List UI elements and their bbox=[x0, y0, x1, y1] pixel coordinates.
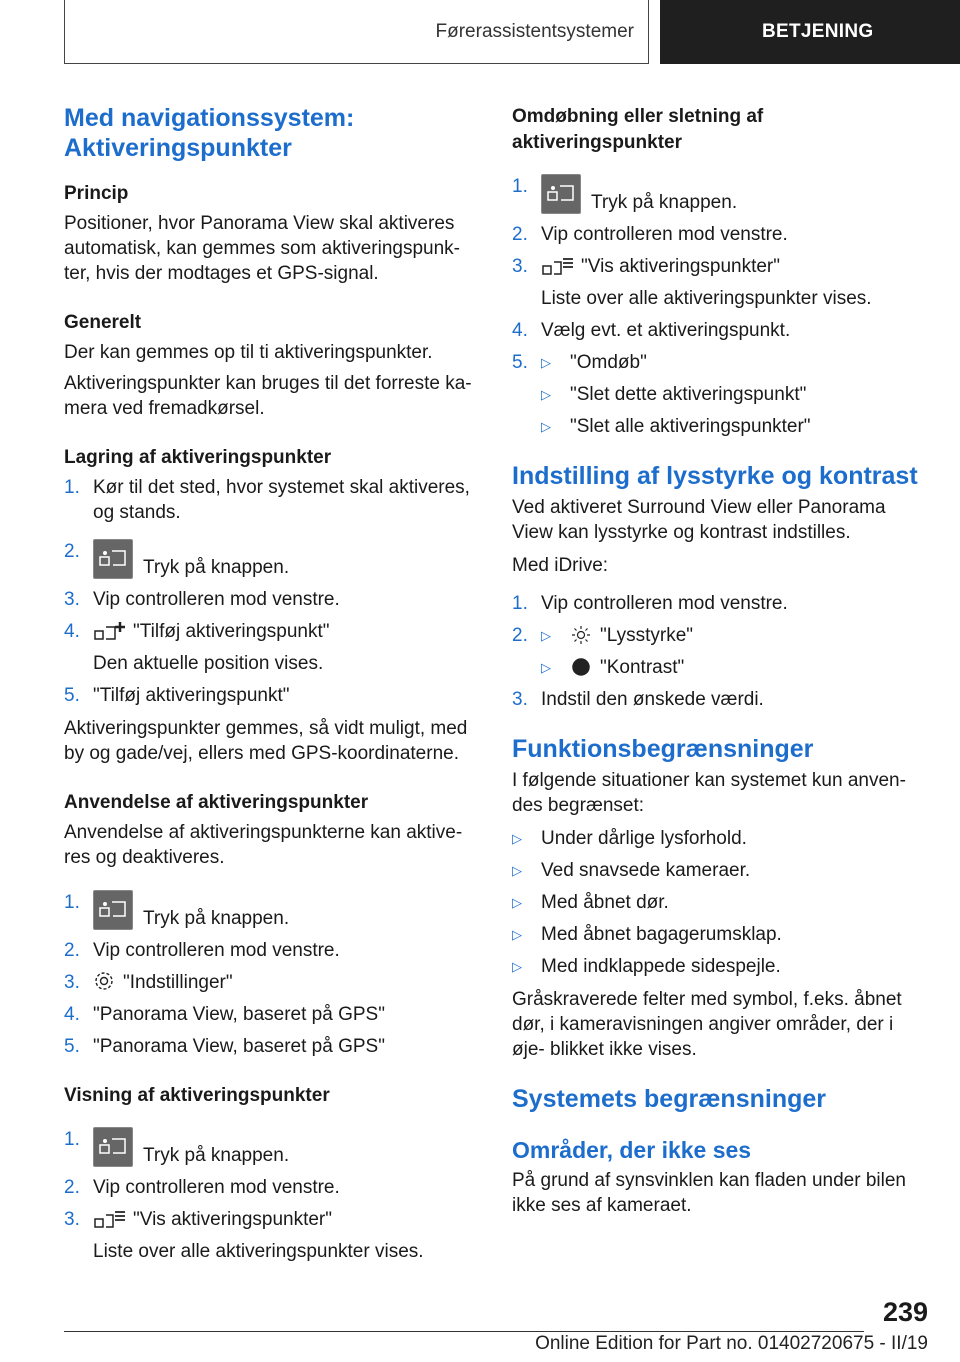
header-section bbox=[64, 0, 649, 64]
list-activation-points-icon bbox=[93, 1209, 125, 1229]
list-item bbox=[64, 1034, 476, 1059]
footer-divider bbox=[64, 1331, 864, 1332]
sub-item bbox=[541, 655, 930, 680]
item-text: Ved snavsede kameraer. bbox=[541, 860, 751, 881]
unseen-areas-heading: Områder, der ikke ses bbox=[512, 1137, 752, 1163]
unseen-text: På grund af synsvinklen kan fladen under bilen ikke ses af kameraet. bbox=[512, 1170, 906, 1216]
step-text: Tryk på knappen. bbox=[143, 908, 290, 929]
brightness-steps bbox=[512, 591, 930, 712]
list-item bbox=[64, 970, 476, 995]
principle-text: Positioner, hvor Panorama View skal aktiveres automatisk, kan gemmes som aktiveringspunk- ter, hvis der modtages et GPS-signal. bbox=[64, 213, 460, 284]
list-item bbox=[512, 954, 930, 979]
use-text: Anvendelse af aktiveringspunkterne kan aktive- res og deaktiveres. bbox=[64, 822, 463, 868]
triangle-bullet-icon: ▷ bbox=[541, 387, 551, 402]
step-text: "Slet dette aktiveringspunkt" bbox=[570, 384, 807, 405]
sub-item bbox=[541, 623, 930, 648]
list-item bbox=[512, 350, 930, 439]
left-column bbox=[64, 100, 476, 1264]
step-number: 4. bbox=[64, 621, 80, 642]
step-number: 1. bbox=[64, 477, 80, 498]
add-activation-point-icon bbox=[93, 621, 125, 641]
use-heading: Anvendelse af aktiveringspunkter bbox=[64, 792, 369, 813]
list-item bbox=[64, 619, 476, 676]
step-text: "Lysstyrke" bbox=[600, 625, 694, 646]
view-steps bbox=[64, 1127, 476, 1264]
idrive-text: Med iDrive: bbox=[512, 555, 609, 576]
limits-text: I følgende situationer kan systemet kun anven- des begrænset: bbox=[512, 770, 906, 816]
list-item bbox=[64, 1175, 476, 1200]
list-item bbox=[512, 687, 930, 712]
limits-list bbox=[512, 826, 930, 979]
step-extra: Liste over alle aktiveringspunkter vises. bbox=[93, 1241, 424, 1262]
store-steps bbox=[64, 475, 476, 708]
item-text: Med åbnet dør. bbox=[541, 892, 669, 913]
triangle-bullet-icon: ▷ bbox=[541, 628, 551, 643]
list-item bbox=[512, 318, 930, 343]
step-text: "Tilføj aktiveringspunkt" bbox=[93, 685, 290, 706]
list-item bbox=[512, 174, 930, 215]
step-text: Vip controlleren mod venstre. bbox=[541, 593, 788, 614]
gear-icon bbox=[93, 970, 115, 992]
rename-heading: Omdøbning eller sletning af aktiveringspunkter bbox=[512, 106, 764, 153]
step-extra: Liste over alle aktiveringspunkter vises. bbox=[541, 288, 872, 309]
step-number: 2. bbox=[64, 1177, 80, 1198]
header-chapter bbox=[660, 0, 960, 64]
step-text: Vip controlleren mod venstre. bbox=[541, 224, 788, 245]
limits-after-text: Gråskraverede felter med symbol, f.eks. åbnet dør, i kameravisningen angiver områder, der i øje- blikket ikke vises. bbox=[512, 989, 902, 1060]
chapter-title: BETJENING bbox=[762, 21, 874, 42]
step-number: 1. bbox=[64, 1129, 80, 1150]
step-text: "Panorama View, baseret på GPS" bbox=[93, 1004, 385, 1025]
triangle-bullet-icon: ▷ bbox=[512, 831, 522, 846]
sub-item bbox=[541, 350, 930, 375]
step-text: Tryk på knappen. bbox=[591, 192, 738, 213]
step-text: "Vis aktiveringspunkter" bbox=[133, 1209, 333, 1230]
step-number: 2. bbox=[64, 541, 80, 562]
camera-view-button-icon[interactable] bbox=[541, 174, 581, 214]
list-item bbox=[64, 1127, 476, 1168]
triangle-bullet-icon: ▷ bbox=[512, 863, 522, 878]
list-item bbox=[512, 858, 930, 883]
item-text: Under dårlige lysforhold. bbox=[541, 828, 747, 849]
store-after-text: Aktiveringspunkter gemmes, så vidt muligt, med by og gade/vej, ellers med GPS-koordinaterne. bbox=[64, 718, 468, 764]
step-text: "Omdøb" bbox=[570, 352, 647, 373]
item-text: Med åbnet bagagerumsklap. bbox=[541, 924, 782, 945]
principle-heading: Princip bbox=[64, 183, 129, 204]
step-extra: Den aktuelle position vises. bbox=[93, 653, 324, 674]
triangle-bullet-icon: ▷ bbox=[541, 419, 551, 434]
list-item bbox=[64, 475, 476, 525]
step-text: "Vis aktiveringspunkter" bbox=[581, 256, 781, 277]
brightness-sun-icon bbox=[570, 625, 592, 645]
triangle-bullet-icon: ▷ bbox=[512, 927, 522, 942]
list-item bbox=[512, 826, 930, 851]
function-limits-heading: Funktionsbegrænsninger bbox=[512, 735, 814, 763]
step-text: "Tilføj aktiveringspunkt" bbox=[133, 621, 330, 642]
step-text: Kør til det sted, hvor systemet skal aktiveres, og stands. bbox=[93, 477, 470, 523]
triangle-bullet-icon: ▷ bbox=[512, 895, 522, 910]
step-number: 3. bbox=[64, 972, 80, 993]
list-item bbox=[64, 683, 476, 708]
step-text: Tryk på knappen. bbox=[143, 557, 290, 578]
list-item bbox=[512, 922, 930, 947]
step-text: Vælg evt. et aktiveringspunkt. bbox=[541, 320, 791, 341]
list-item bbox=[512, 890, 930, 915]
step-number: 2. bbox=[512, 625, 528, 646]
list-activation-points-icon bbox=[541, 256, 573, 276]
list-item bbox=[512, 623, 930, 680]
step-text: Vip controlleren mod venstre. bbox=[93, 940, 340, 961]
step-number: 4. bbox=[512, 320, 528, 341]
step-number: 3. bbox=[64, 1209, 80, 1230]
item-text: Med indklappede sidespejle. bbox=[541, 956, 781, 977]
sub-item bbox=[541, 414, 930, 439]
brightness-contrast-heading: Indstilling af lysstyrke og kontrast bbox=[512, 462, 918, 490]
step-number: 4. bbox=[64, 1004, 80, 1025]
list-item bbox=[64, 938, 476, 963]
step-number: 5. bbox=[512, 352, 528, 373]
rename-steps bbox=[512, 174, 930, 439]
step-text: Indstil den ønskede værdi. bbox=[541, 689, 764, 710]
step-number: 3. bbox=[512, 256, 528, 277]
use-steps bbox=[64, 890, 476, 1059]
view-heading: Visning af aktiveringspunkter bbox=[64, 1085, 330, 1106]
right-column bbox=[512, 100, 930, 1218]
triangle-bullet-icon: ▷ bbox=[512, 959, 522, 974]
triangle-bullet-icon: ▷ bbox=[541, 355, 551, 370]
list-item bbox=[512, 222, 930, 247]
step-text: "Slet alle aktiveringspunkter" bbox=[570, 416, 811, 437]
step-number: 1. bbox=[64, 892, 80, 913]
list-item bbox=[64, 539, 476, 580]
general-heading: Generelt bbox=[64, 312, 142, 333]
step-number: 3. bbox=[64, 589, 80, 610]
camera-view-button-icon[interactable] bbox=[93, 1127, 133, 1167]
list-item bbox=[512, 254, 930, 311]
step-number: 2. bbox=[64, 940, 80, 961]
camera-view-button-icon[interactable] bbox=[93, 539, 133, 579]
store-heading: Lagring af aktiveringspunkter bbox=[64, 447, 332, 468]
edition-text: Online Edition for Part no. 01402720675 - II/19 bbox=[535, 1333, 928, 1354]
general-text-2: Aktiveringspunkter kan bruges til det forreste ka- mera ved fremadkørsel. bbox=[64, 373, 472, 419]
step-text: "Panorama View, baseret på GPS" bbox=[93, 1036, 385, 1057]
brightness-text: Ved aktiveret Surround View eller Panorama View kan lysstyrke og kontrast indstilles. bbox=[512, 497, 886, 543]
step-text: "Kontrast" bbox=[600, 657, 685, 678]
step-number: 2. bbox=[512, 224, 528, 245]
contrast-icon bbox=[570, 657, 592, 677]
general-text-1: Der kan gemmes op til ti aktiveringspunkter. bbox=[64, 342, 433, 363]
list-item bbox=[64, 1002, 476, 1027]
triangle-bullet-icon: ▷ bbox=[541, 660, 551, 675]
step-number: 3. bbox=[512, 689, 528, 710]
step-number: 1. bbox=[512, 176, 528, 197]
list-item bbox=[64, 890, 476, 931]
step-text: Vip controlleren mod venstre. bbox=[93, 1177, 340, 1198]
section-title: Førerassistentsystemer bbox=[435, 20, 634, 42]
step-text: Vip controlleren mod venstre. bbox=[93, 589, 340, 610]
list-item bbox=[64, 1207, 476, 1264]
step-number: 1. bbox=[512, 593, 528, 614]
page-number: 239 bbox=[882, 1297, 928, 1327]
step-text: Tryk på knappen. bbox=[143, 1145, 290, 1166]
step-text: "Indstillinger" bbox=[123, 972, 233, 993]
list-item bbox=[512, 591, 930, 616]
sub-item bbox=[541, 382, 930, 407]
list-item bbox=[64, 587, 476, 612]
camera-view-button-icon[interactable] bbox=[93, 890, 133, 930]
system-limits-heading: Systemets begrænsninger bbox=[512, 1085, 826, 1113]
section-heading-activation-points: Med navigationssystem: Aktiveringspunkter bbox=[64, 104, 355, 162]
step-number: 5. bbox=[64, 685, 80, 706]
step-number: 5. bbox=[64, 1036, 80, 1057]
